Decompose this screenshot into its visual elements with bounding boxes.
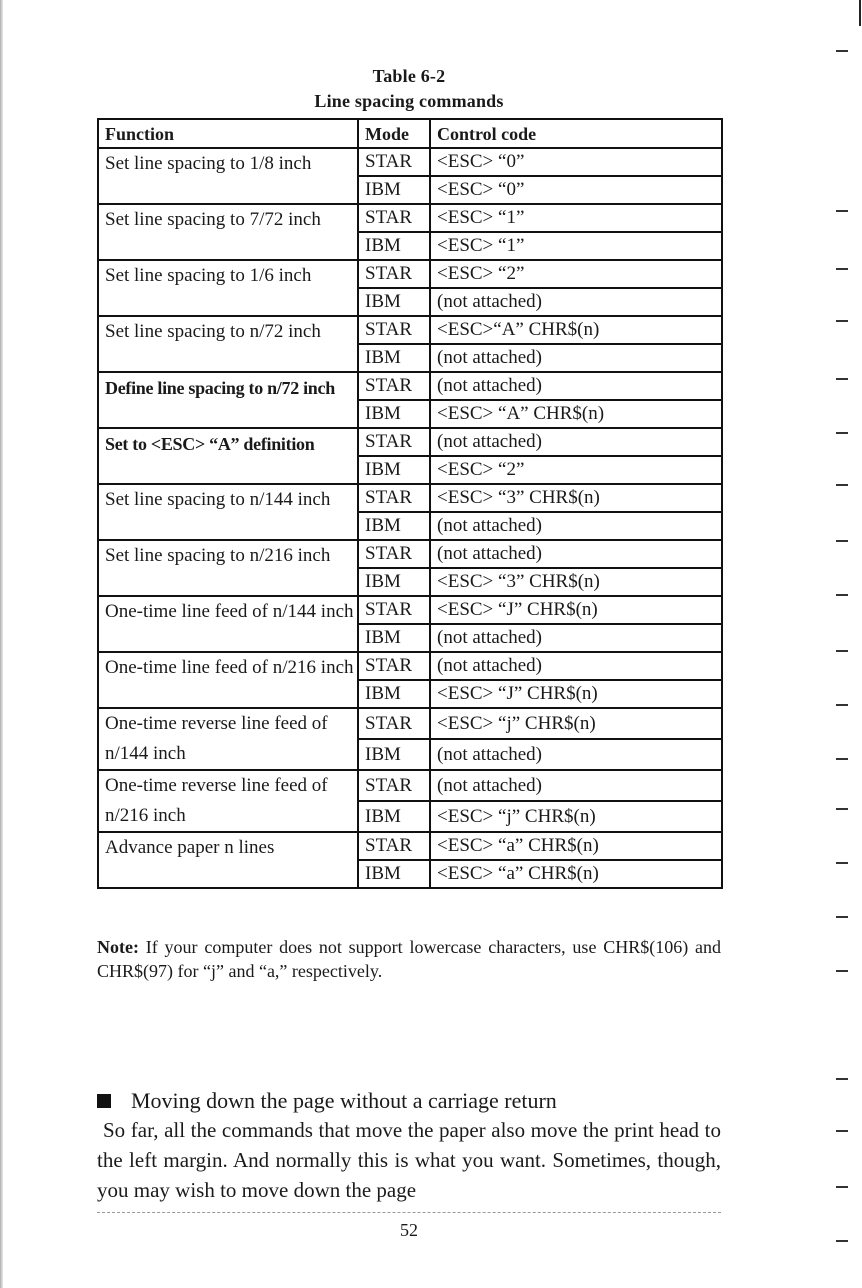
control-code-cell-ibm: <ESC> “0” — [430, 176, 722, 204]
control-code-cell-ibm: <ESC> “j” CHR$(n) — [430, 801, 722, 832]
mode-cell-ibm: IBM — [358, 568, 430, 596]
control-code-cell-ibm: <ESC> “J” CHR$(n) — [430, 680, 722, 708]
control-code-cell-ibm: (not attached) — [430, 512, 722, 540]
mode-cell-star: STAR — [358, 316, 430, 344]
mode-cell-ibm: IBM — [358, 739, 430, 770]
function-cell: Set line spacing to 1/8 inch — [98, 148, 358, 204]
margin-tick — [836, 862, 848, 864]
mode-cell-ibm: IBM — [358, 860, 430, 888]
note-text: If your computer does not support lowercase characters, use CHR$(106) and CHR$(97) for “j” and “a,” respectively. — [97, 937, 721, 981]
mode-cell-ibm: IBM — [358, 344, 430, 372]
margin-tick — [836, 540, 848, 542]
margin-tick — [836, 432, 848, 434]
function-cell: Set line spacing to 1/6 inch — [98, 260, 358, 316]
mode-cell-star: STAR — [358, 372, 430, 400]
function-cell: One-time reverse line feed of n/144 inch — [98, 708, 358, 770]
table-row-star — [98, 204, 722, 232]
control-code-cell-star: (not attached) — [430, 540, 722, 568]
mode-cell-star: STAR — [358, 148, 430, 176]
scan-edge-right — [859, 0, 861, 26]
control-code-cell-star: <ESC> “3” CHR$(n) — [430, 484, 722, 512]
mode-cell-star: STAR — [358, 708, 430, 739]
mode-cell-ibm: IBM — [358, 456, 430, 484]
mode-cell-ibm: IBM — [358, 680, 430, 708]
scan-edge-left — [0, 0, 3, 1288]
mode-cell-star: STAR — [358, 596, 430, 624]
margin-tick — [836, 808, 848, 810]
margin-tick — [836, 378, 848, 380]
control-code-cell-star: <ESC> “2” — [430, 260, 722, 288]
table-row-star — [98, 316, 722, 344]
mode-cell-star: STAR — [358, 652, 430, 680]
margin-tick — [836, 970, 848, 972]
line-spacing-table — [97, 118, 723, 889]
table-row-star — [98, 652, 722, 680]
note-label: Note: — [97, 937, 139, 957]
header-function: Function — [98, 119, 358, 148]
control-code-cell-star: (not attached) — [430, 428, 722, 456]
square-bullet-icon — [97, 1094, 111, 1108]
control-code-cell-ibm: (not attached) — [430, 288, 722, 316]
control-code-cell-ibm: <ESC> “1” — [430, 232, 722, 260]
function-cell: Set line spacing to n/144 inch — [98, 484, 358, 540]
mode-cell-star: STAR — [358, 540, 430, 568]
function-cell: Set line spacing to n/72 inch — [98, 316, 358, 372]
function-cell: Set to <ESC> “A” definition — [98, 428, 358, 484]
margin-tick — [836, 1186, 848, 1188]
footer-rule — [97, 1212, 721, 1213]
mode-cell-star: STAR — [358, 770, 430, 801]
margin-tick — [836, 1240, 848, 1242]
margin-tick — [836, 320, 848, 322]
mode-cell-ibm: IBM — [358, 512, 430, 540]
mode-cell-star: STAR — [358, 260, 430, 288]
control-code-cell-ibm: <ESC> “a” CHR$(n) — [430, 860, 722, 888]
table-caption-number: Table 6-2 — [372, 66, 446, 86]
header-mode: Mode — [358, 119, 430, 148]
section-heading — [97, 1088, 557, 1114]
function-cell: One-time reverse line feed of n/216 inch — [98, 770, 358, 832]
control-code-cell-ibm: <ESC> “3” CHR$(n) — [430, 568, 722, 596]
function-cell: Advance paper n lines — [98, 832, 358, 888]
function-cell: Set line spacing to n/216 inch — [98, 540, 358, 596]
header-control-code: Control code — [430, 119, 722, 148]
mode-cell-star: STAR — [358, 204, 430, 232]
section-heading-text: Moving down the page without a carriage return — [131, 1088, 557, 1113]
margin-tick — [836, 484, 848, 486]
function-cell: Set line spacing to 7/72 inch — [98, 204, 358, 260]
page-number: 52 — [400, 1220, 418, 1240]
mode-cell-ibm: IBM — [358, 801, 430, 832]
table-row-star — [98, 832, 722, 860]
mode-cell-ibm: IBM — [358, 176, 430, 204]
margin-tick — [836, 210, 848, 212]
function-cell: One-time line feed of n/216 inch — [98, 652, 358, 708]
body-paragraph-text: So far, all the commands that move the paper also move the print head to the left margin. And normally this is what you want. Sometimes, though, you may wish to move down the page — [97, 1118, 721, 1202]
control-code-cell-ibm: (not attached) — [430, 344, 722, 372]
control-code-cell-ibm: (not attached) — [430, 739, 722, 770]
margin-tick — [836, 50, 848, 52]
control-code-cell-star: (not attached) — [430, 372, 722, 400]
margin-tick — [836, 916, 848, 918]
table-row-star — [98, 148, 722, 176]
mode-cell-star: STAR — [358, 484, 430, 512]
mode-cell-ibm: IBM — [358, 288, 430, 316]
margin-tick — [836, 268, 848, 270]
control-code-cell-star: <ESC> “j” CHR$(n) — [430, 708, 722, 739]
table-row-star — [98, 484, 722, 512]
margin-tick — [836, 594, 848, 596]
margin-tick — [836, 758, 848, 760]
table-header-row — [98, 119, 722, 148]
table-body — [98, 148, 722, 888]
control-code-cell-star: <ESC> “1” — [430, 204, 722, 232]
table-row-star — [98, 596, 722, 624]
control-code-cell-star: (not attached) — [430, 652, 722, 680]
control-code-cell-ibm: <ESC> “A” CHR$(n) — [430, 400, 722, 428]
mode-cell-star: STAR — [358, 428, 430, 456]
control-code-cell-ibm: <ESC> “2” — [430, 456, 722, 484]
margin-tick — [836, 704, 848, 706]
table-row-star — [98, 260, 722, 288]
control-code-cell-star: (not attached) — [430, 770, 722, 801]
table-row-star — [98, 372, 722, 400]
control-code-cell-star: <ESC> “J” CHR$(n) — [430, 596, 722, 624]
mode-cell-ibm: IBM — [358, 400, 430, 428]
control-code-cell-star: <ESC> “0” — [430, 148, 722, 176]
table-row-star — [98, 708, 722, 739]
margin-tick — [836, 1078, 848, 1080]
mode-cell-star: STAR — [358, 832, 430, 860]
function-cell: Define line spacing to n/72 inch — [98, 372, 358, 428]
control-code-cell-ibm: (not attached) — [430, 624, 722, 652]
table-caption-title: Line spacing commands — [314, 91, 504, 111]
function-cell: One-time line feed of n/144 inch — [98, 596, 358, 652]
table-row-star — [98, 540, 722, 568]
body-paragraph — [97, 1115, 721, 1205]
margin-tick — [836, 1130, 848, 1132]
control-code-cell-star: <ESC>“A” CHR$(n) — [430, 316, 722, 344]
table-note — [97, 935, 721, 983]
margin-tick — [836, 650, 848, 652]
control-code-cell-star: <ESC> “a” CHR$(n) — [430, 832, 722, 860]
table-row-star — [98, 428, 722, 456]
mode-cell-ibm: IBM — [358, 624, 430, 652]
mode-cell-ibm: IBM — [358, 232, 430, 260]
table-row-star — [98, 770, 722, 801]
